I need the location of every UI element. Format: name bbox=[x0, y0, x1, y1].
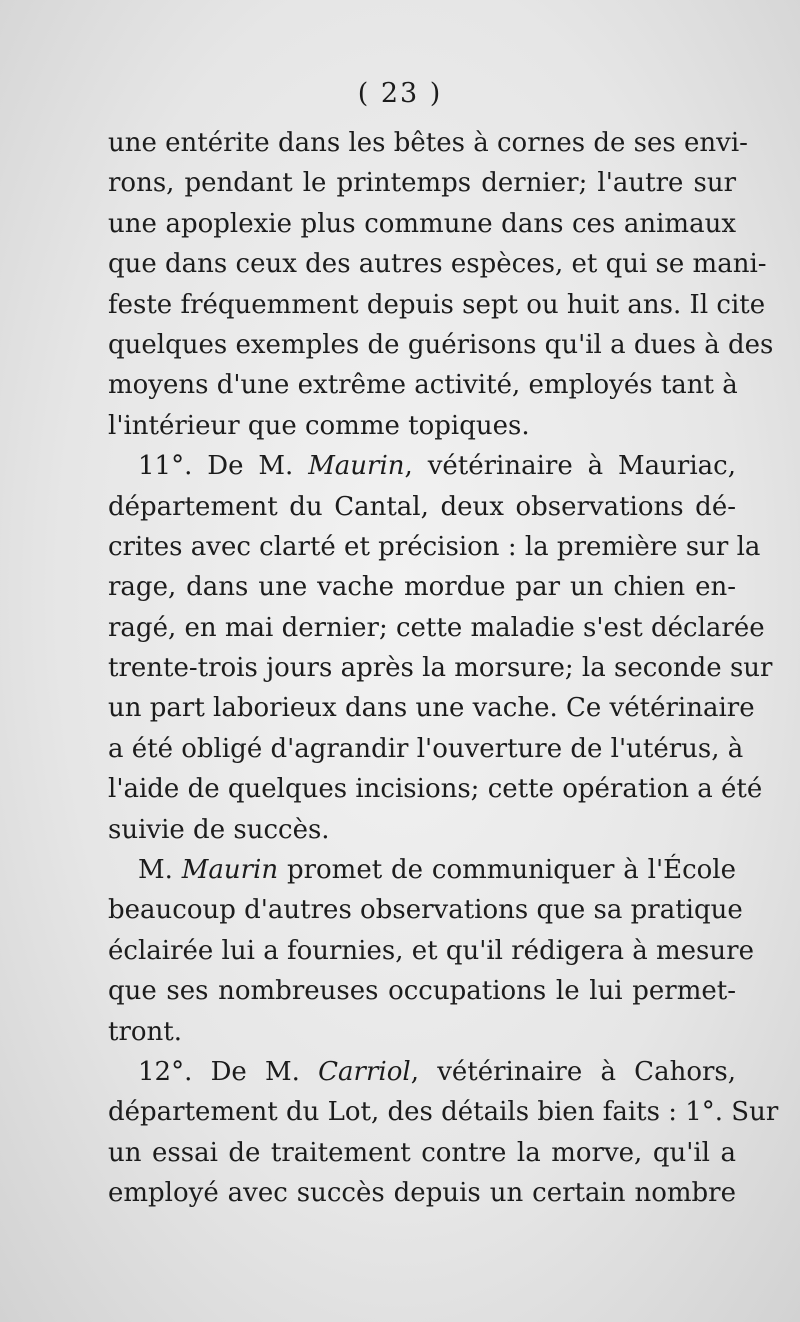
text-line bbox=[108, 810, 736, 850]
text-line bbox=[108, 123, 748, 163]
text-segment: que dans ceux des autres espèces, et qui se mani- bbox=[108, 249, 767, 280]
text-segment: un part laborieux dans une vache. Ce vétérinaire bbox=[108, 693, 755, 724]
text-line bbox=[108, 1133, 736, 1173]
text-segment: , vétérinaire à Cahors, bbox=[410, 1056, 737, 1087]
text-line bbox=[108, 285, 766, 325]
text-line bbox=[108, 688, 755, 728]
text-line bbox=[108, 163, 736, 203]
person-name: Maurin bbox=[181, 855, 279, 886]
text-segment: 11°. De M. bbox=[138, 451, 309, 482]
text-segment: éclairée lui a fournies, et qu'il rédigera à mesure bbox=[108, 935, 754, 966]
body-text bbox=[108, 123, 779, 1214]
text-line bbox=[108, 325, 774, 365]
text-line bbox=[108, 1052, 736, 1092]
text-line bbox=[108, 567, 736, 607]
text-line bbox=[108, 850, 736, 890]
text-segment: , vétérinaire à Mauriac, bbox=[404, 451, 736, 482]
text-line bbox=[108, 244, 767, 284]
text-segment: a été obligé d'agrandir l'ouverture de l'utérus, à bbox=[108, 733, 744, 764]
text-segment: employé avec succès depuis un certain nombre bbox=[108, 1178, 736, 1209]
text-segment: M. bbox=[138, 855, 182, 886]
text-segment: trente-trois jours après la morsure; la seconde sur bbox=[108, 653, 773, 684]
text-line bbox=[108, 1173, 736, 1213]
text-segment: que ses nombreuses occupations le lui permet- bbox=[108, 976, 736, 1007]
text-line bbox=[108, 487, 736, 527]
text-segment: tront. bbox=[108, 1016, 182, 1047]
text-segment: feste fréquemment depuis sept ou huit ans. Il cite bbox=[108, 289, 766, 320]
person-name: Carriol bbox=[318, 1056, 411, 1087]
text-line bbox=[108, 648, 773, 688]
text-segment: moyens d'une extrême activité, employés tant à bbox=[108, 370, 738, 401]
text-segment: rage, dans une vache mordue par un chien en- bbox=[108, 572, 736, 603]
text-line bbox=[108, 890, 743, 930]
text-segment: ragé, en mai dernier; cette maladie s'est déclarée bbox=[108, 612, 765, 643]
text-line bbox=[108, 204, 736, 244]
text-line bbox=[108, 406, 736, 446]
text-line bbox=[108, 729, 744, 769]
text-line bbox=[108, 1092, 779, 1132]
text-segment: quelques exemples de guérisons qu'il a dues à des bbox=[108, 329, 774, 360]
text-segment: l'aide de quelques incisions; cette opération a été bbox=[108, 774, 763, 805]
text-segment: une apoplexie plus commune dans ces animaux bbox=[108, 208, 736, 239]
text-line bbox=[108, 527, 761, 567]
text-segment: suivie de succès. bbox=[108, 814, 330, 845]
text-segment: crites avec clarté et précision : la première sur la bbox=[108, 531, 761, 562]
text-segment: 12°. De M. bbox=[138, 1056, 319, 1087]
text-segment: rons, pendant le printemps dernier; l'autre sur bbox=[108, 168, 736, 199]
text-segment: beaucoup d'autres observations que sa pratique bbox=[108, 895, 743, 926]
text-segment: un essai de traitement contre la morve, qu'il a bbox=[108, 1137, 736, 1168]
text-line bbox=[108, 931, 754, 971]
text-line bbox=[108, 608, 765, 648]
text-segment: promet de communiquer à l'École bbox=[278, 855, 737, 886]
text-segment: une entérite dans les bêtes à cornes de ses envi- bbox=[108, 128, 748, 158]
text-line bbox=[108, 769, 763, 809]
text-line bbox=[108, 971, 736, 1011]
person-name: Maurin bbox=[308, 451, 405, 482]
text-line bbox=[108, 365, 736, 405]
text-line bbox=[108, 1012, 736, 1052]
text-segment: l'intérieur que comme topiques. bbox=[108, 410, 530, 441]
text-line bbox=[108, 446, 736, 486]
page-number: ( 23 ) bbox=[357, 78, 443, 109]
text-segment: département du Cantal, deux observations dé- bbox=[108, 491, 736, 522]
text-segment: département du Lot, des détails bien faits : 1°. Sur bbox=[108, 1097, 779, 1128]
